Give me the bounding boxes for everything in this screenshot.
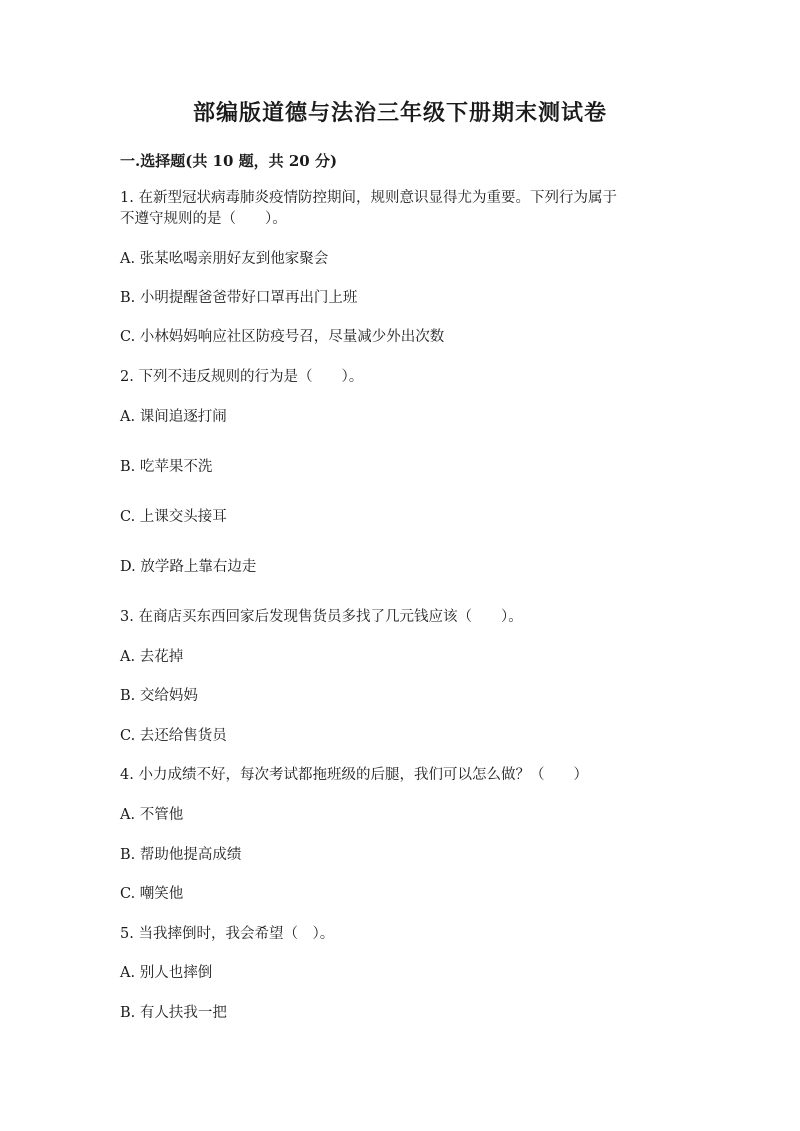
question-2-option-d: D. 放学路上靠右边走 — [120, 559, 257, 575]
page-title: 部编版道德与法治三年级下册期末测试卷 — [192, 100, 607, 126]
question-1-option-c: C. 小林妈妈响应社区防疫号召，尽量减少外出次数 — [120, 329, 445, 345]
question-4-option-c: C. 嘲笑他 — [120, 886, 184, 902]
question-2-option-b: B. 吃苹果不洗 — [120, 459, 213, 475]
question-5-option-a: A. 别人也摔倒 — [120, 965, 213, 981]
question-4-option-a: A. 不管他 — [120, 807, 184, 823]
question-2-option-a: A. 课间追逐打闹 — [120, 409, 227, 425]
question-4-option-b: B. 帮助他提高成绩 — [120, 847, 242, 863]
question-1-option-a: A. 张某吆喝亲朋好友到他家聚会 — [120, 251, 329, 267]
question-1-line-1: 1. 在新型冠状病毒肺炎疫情防控期间，规则意识显得尤为重要。下列行为属于 — [120, 190, 617, 206]
question-4: 4. 小力成绩不好，每次考试都拖班级的后腿，我们可以怎么做？（ ） — [120, 767, 588, 783]
question-2-option-c: C. 上课交头接耳 — [120, 509, 227, 525]
question-2: 2. 下列不违反规则的行为是（ ）。 — [120, 369, 364, 385]
question-3: 3. 在商店买东西回家后发现售货员多找了几元钱应该（ ）。 — [120, 609, 523, 625]
question-3-option-b: B. 交给妈妈 — [120, 688, 198, 704]
question-5: 5. 当我摔倒时，我会希望（ ）。 — [120, 926, 335, 942]
question-1-line-2: 不遵守规则的是（ ）。 — [120, 211, 287, 227]
question-3-option-a: A. 去花掉 — [120, 649, 184, 665]
section-heading: 一.选择题(共 10 题，共 20 分) — [120, 152, 338, 170]
question-5-option-b: B. 有人扶我一把 — [120, 1005, 227, 1021]
question-3-option-c: C. 去还给售货员 — [120, 728, 227, 744]
question-1-option-b: B. 小明提醒爸爸带好口罩再出门上班 — [120, 290, 358, 306]
